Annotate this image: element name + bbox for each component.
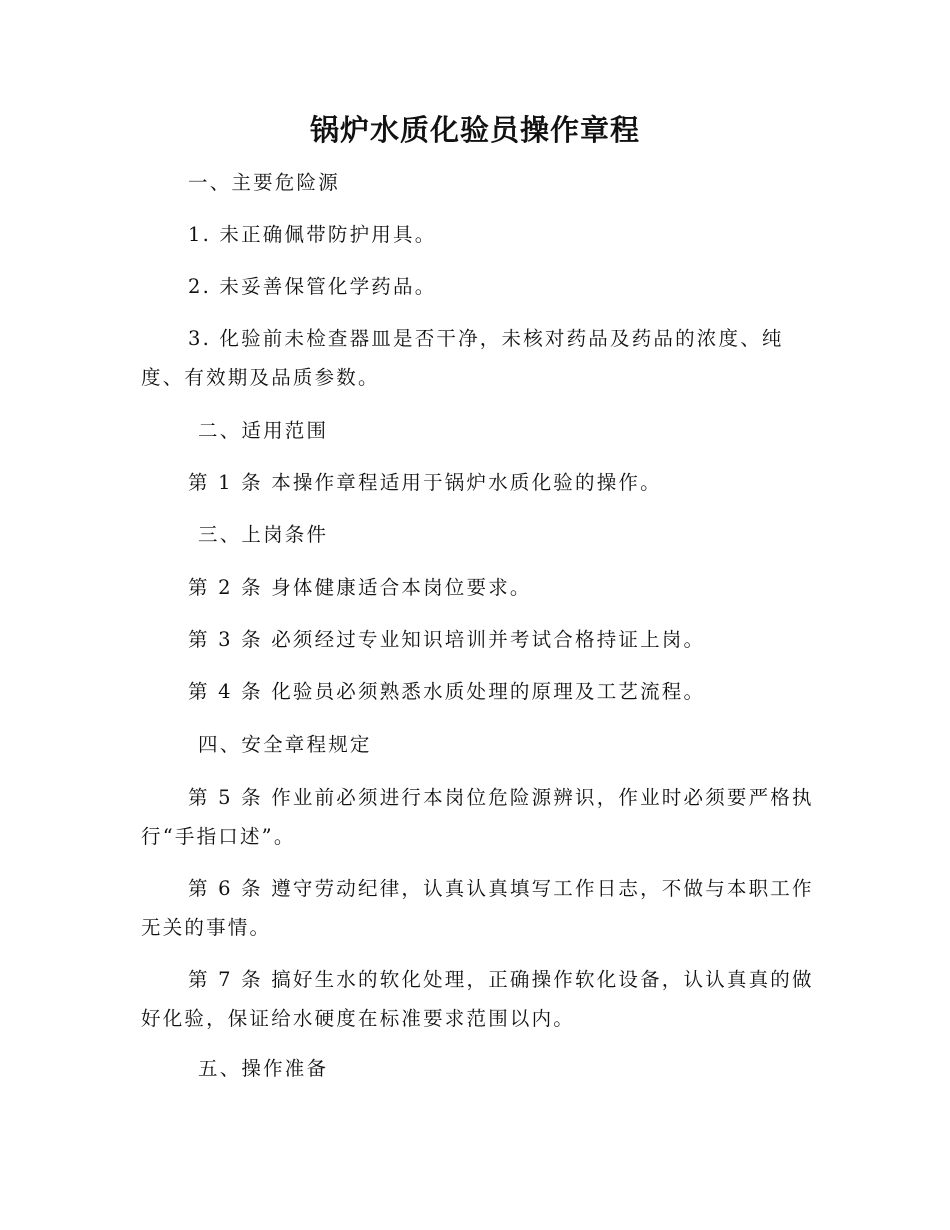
section-heading-hazards: 一、主要危险源 (188, 171, 340, 194)
article-2: 第 2 条 身体健康适合本岗位要求。 (188, 576, 532, 599)
section-heading-safety-rules: 四、安全章程规定 (198, 733, 372, 756)
article-7-line-1: 第 7 条 搞好生水的软化处理，正确操作软化设备，认认真真的做 (188, 968, 814, 991)
section-heading-scope: 二、适用范围 (198, 419, 329, 442)
hazard-item-2: 2. 未妥善保管化学药品。 (188, 275, 437, 298)
article-1: 第 1 条 本操作章程适用于锅炉水质化验的操作。 (188, 471, 662, 494)
article-6-line-2: 无关的事情。 (141, 916, 272, 939)
article-5-line-1: 第 5 条 作业前必须进行本岗位危险源辨识，作业时必须要严格执 (188, 786, 814, 809)
article-5-line-2: 行“手指口述”。 (141, 825, 296, 848)
article-6-line-1: 第 6 条 遵守劳动纪律，认真认真填写工作日志，不做与本职工作 (188, 877, 814, 900)
section-heading-qualifications: 三、上岗条件 (198, 523, 329, 546)
hazard-item-3-line-1: 3. 化验前未检查器皿是否干净，未核对药品及药品的浓度、纯 (188, 327, 784, 350)
hazard-item-3-line-2: 度、有效期及品质参数。 (141, 366, 380, 389)
hazard-item-1: 1. 未正确佩带防护用具。 (188, 223, 437, 246)
article-4: 第 4 条 化验员必须熟悉水质处理的原理及工艺流程。 (188, 680, 706, 703)
article-3: 第 3 条 必须经过专业知识培训并考试合格持证上岗。 (188, 628, 706, 651)
article-7-line-2: 好化验，保证给水硬度在标准要求范围以内。 (141, 1007, 576, 1030)
section-heading-preparation: 五、操作准备 (198, 1057, 329, 1080)
document-title: 锅炉水质化验员操作章程 (309, 113, 640, 147)
